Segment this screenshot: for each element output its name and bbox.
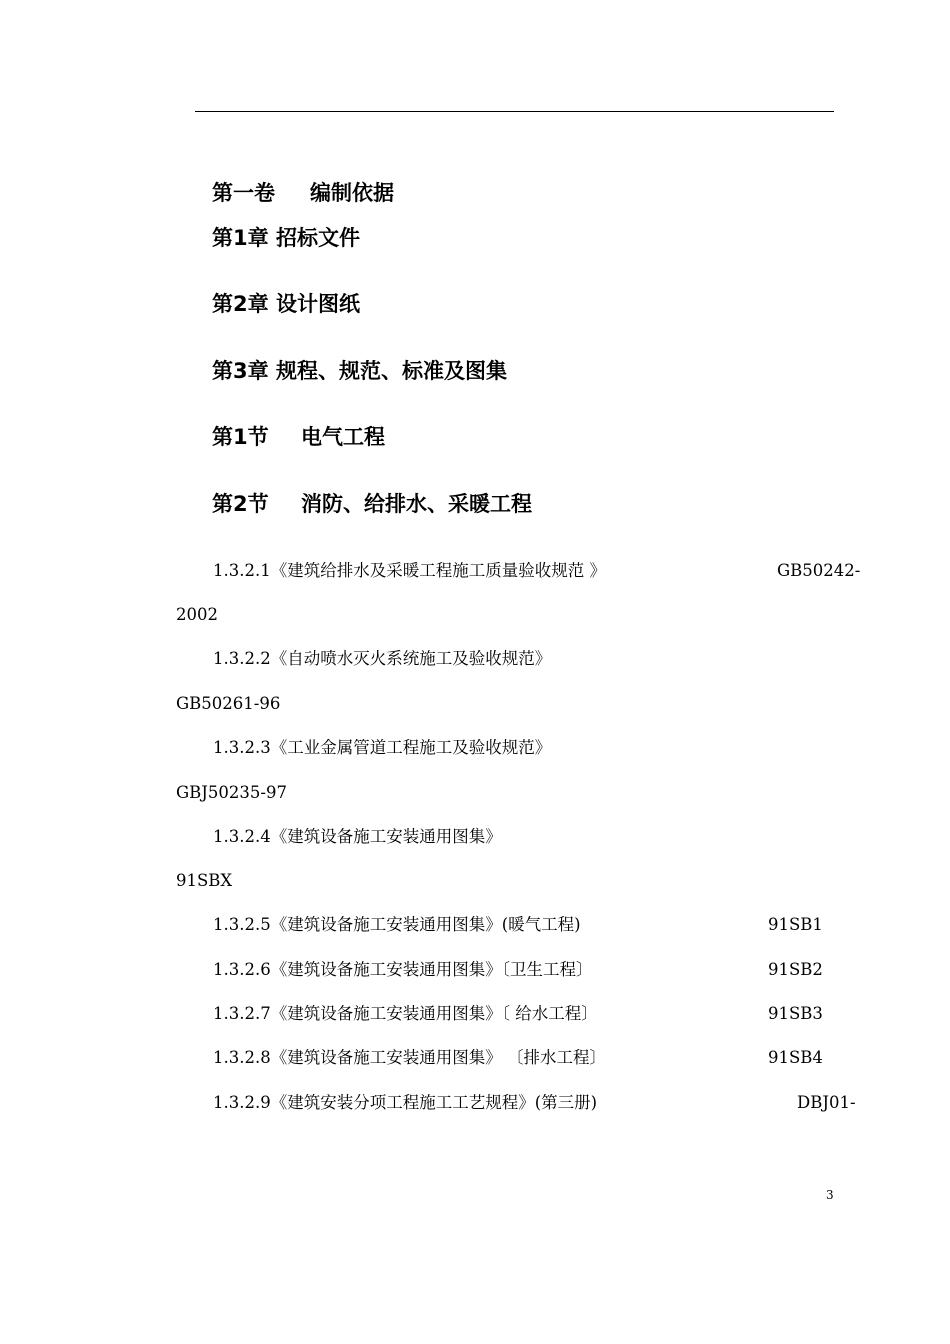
- reference-item-code: 91SB1: [768, 915, 823, 934]
- reference-item-text: 1.3.2.9《建筑安装分项工程施工工艺规程》(第三册): [213, 1093, 598, 1112]
- heading-number: 第3章: [212, 359, 269, 383]
- heading-number: 第一卷: [212, 181, 275, 205]
- reference-item-code-continued: GB50261-96: [176, 694, 281, 713]
- reference-item-code: 91SB2: [768, 960, 823, 979]
- reference-item-text: 1.3.2.4《建筑设备施工安装通用图集》: [213, 827, 502, 846]
- reference-item-text: 1.3.2.7《建筑设备施工安装通用图集》〔 给水工程〕: [213, 1004, 598, 1023]
- heading-section-1: [212, 424, 385, 450]
- heading-title: 招标文件: [276, 226, 360, 250]
- reference-item-text: 1.3.2.6《建筑设备施工安装通用图集》〔卫生工程〕: [213, 960, 593, 979]
- heading-number: 第2章: [212, 292, 269, 316]
- reference-item-code-continued: 2002: [176, 605, 218, 624]
- heading-number: 第1章: [212, 226, 269, 250]
- heading-title: 电气工程: [301, 425, 385, 449]
- reference-item-code-continued: 91SBX: [176, 871, 233, 890]
- heading-title: 规程、规范、标准及图集: [276, 359, 507, 383]
- heading-chapter-1: [212, 225, 360, 251]
- reference-item-text: 1.3.2.8《建筑设备施工安装通用图集》 〔排水工程〕: [213, 1048, 606, 1067]
- heading-chapter-2: [212, 291, 360, 317]
- reference-item-code-continued: GBJ50235-97: [176, 783, 287, 802]
- heading-volume-1: [212, 180, 394, 206]
- reference-item-text: 1.3.2.1《建筑给排水及采暖工程施工质量验收规范 》: [213, 561, 606, 580]
- heading-number: 第1节: [212, 425, 269, 449]
- heading-title: 消防、给排水、采暖工程: [301, 492, 532, 516]
- reference-item-code: GB50242-: [777, 561, 861, 580]
- heading-section-2: [212, 491, 532, 517]
- heading-title: 设计图纸: [276, 292, 360, 316]
- heading-title: 编制依据: [310, 181, 394, 205]
- header-rule: [195, 111, 834, 112]
- reference-item-text: 1.3.2.2《自动喷水灭火系统施工及验收规范》: [213, 649, 552, 668]
- page-number: 3: [826, 1188, 834, 1202]
- reference-item-code: 91SB4: [768, 1048, 823, 1067]
- reference-item-code: DBJ01-: [797, 1093, 856, 1112]
- heading-number: 第2节: [212, 492, 269, 516]
- heading-chapter-3: [212, 358, 507, 384]
- reference-item-text: 1.3.2.3《工业金属管道工程施工及验收规范》: [213, 738, 552, 757]
- reference-item-code: 91SB3: [768, 1004, 823, 1023]
- reference-item-text: 1.3.2.5《建筑设备施工安装通用图集》(暖气工程): [213, 915, 581, 934]
